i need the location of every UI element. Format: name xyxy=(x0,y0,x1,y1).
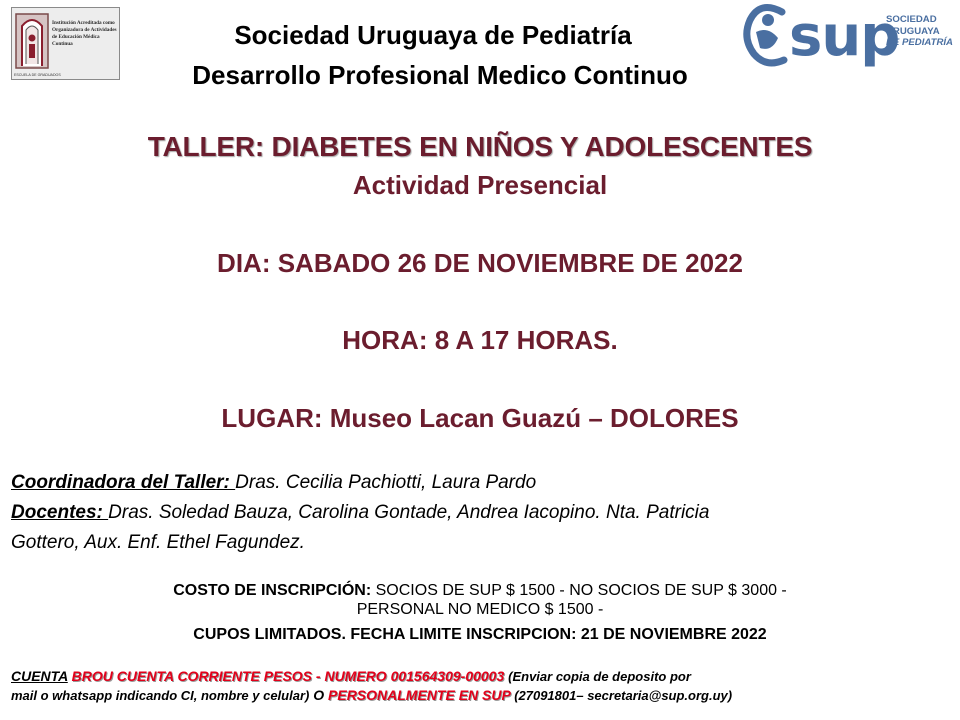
cost-label: COSTO DE INSCRIPCIÓN: xyxy=(173,582,372,599)
event-title: TALLER: DIABETES EN NIÑOS Y ADOLESCENTES xyxy=(147,131,813,162)
contact-info: (27091801– secretaria@sup.org.uy) xyxy=(514,688,733,703)
logo-line-1: SOCIEDAD xyxy=(886,14,937,25)
seal-text: Institución Acreditada como Organizadora de Actividades de Educación Médica Continua xyxy=(52,20,117,47)
teachers-names-2: Gottero, Aux. Enf. Ethel Fagundez. xyxy=(11,532,305,553)
event-day: DIA: SABADO 26 DE NOVIEMBRE DE 2022 xyxy=(217,248,743,278)
connector-o: O xyxy=(313,687,325,703)
sup-logo xyxy=(742,0,954,78)
teachers-names-1: Dras. Soledad Bauza, Carolina Gontade, Andrea Iacopino. Nta. Patricia xyxy=(108,502,710,523)
cost-line-2: PERSONAL NO MEDICO $ 1500 - xyxy=(356,601,604,618)
event-place: LUGAR: Museo Lacan Guazú – DOLORES xyxy=(221,403,739,433)
coordinators-names: Dras. Cecilia Pachiotti, Laura Pardo xyxy=(235,472,537,493)
sup-logo-icon xyxy=(742,2,792,74)
logo-line-2: URUGUAYA xyxy=(886,25,940,37)
event-hour: HORA: 8 A 17 HORAS. xyxy=(342,325,618,355)
seal-footer: ESCUELA DE GRADUADOS xyxy=(14,73,61,77)
coordinators-label: Coordinadora del Taller: xyxy=(11,472,236,493)
event-mode: Actividad Presencial xyxy=(352,170,608,200)
cost-line-1 xyxy=(0,582,960,600)
society-name: Sociedad Uruguaya de Pediatría xyxy=(234,20,632,50)
account-line-2 xyxy=(11,687,955,703)
program-name: Desarrollo Profesional Medico Continuo xyxy=(192,60,688,90)
deposit-note-2: mail o whatsapp indicando CI, nombre y celular) xyxy=(11,688,310,703)
account-line-1 xyxy=(11,668,955,684)
coordinators-line xyxy=(11,472,536,494)
registration-deadline: CUPOS LIMITADOS. FECHA LIMITE INSCRIPCION: 21 DE NOVIEMBRE 2022 xyxy=(193,626,767,643)
account-label: CUENTA xyxy=(11,668,68,684)
in-person-option: PERSONALMENTE EN SUP xyxy=(328,687,511,703)
logo-line-3: DE PEDIATRÍA xyxy=(886,37,953,48)
teachers-label: Docentes: xyxy=(11,502,109,523)
cost-members: SOCIOS DE SUP $ 1500 - NO SOCIOS DE SUP $ 3000 - xyxy=(371,582,787,599)
teachers-line-2 xyxy=(11,532,305,554)
logo-side-text xyxy=(886,14,956,49)
bank-account: BROU CUENTA CORRIENTE PESOS - NUMERO 001564309-00003 xyxy=(71,668,505,684)
logo-wordmark: sup xyxy=(789,4,900,69)
deposit-note: (Enviar copia de deposito por xyxy=(508,669,691,684)
teachers-line xyxy=(11,502,709,524)
